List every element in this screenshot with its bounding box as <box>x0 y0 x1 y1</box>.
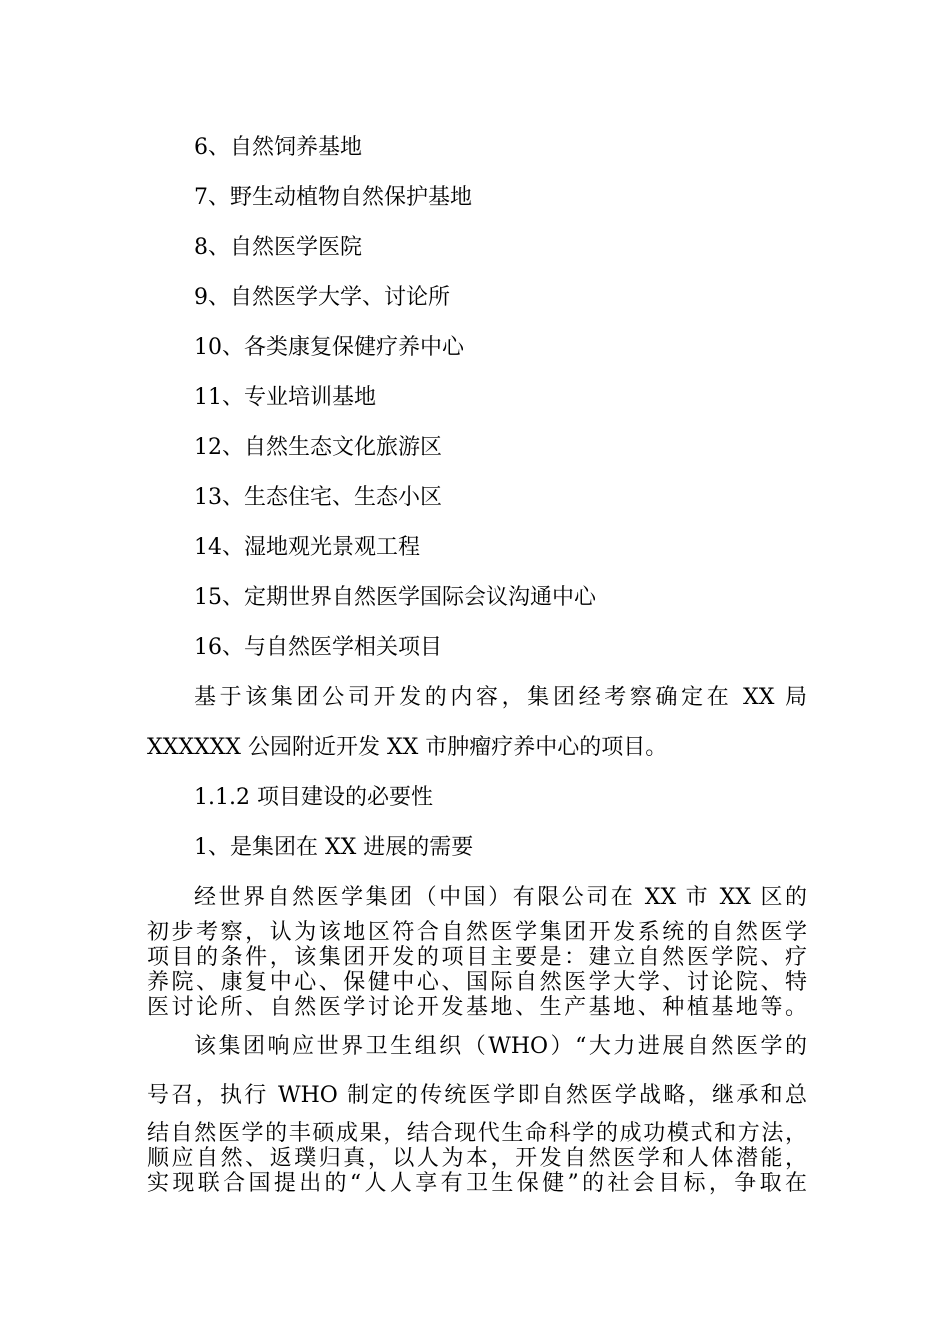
list-item: 8、自然医学医院 <box>194 235 362 260</box>
section-heading: 1.1.2 项目建设的必要性 <box>194 785 433 810</box>
paragraph-line: 结自然医学的丰硕成果，结合现代生命科学的成功模式和方法， <box>147 1121 807 1146</box>
list-item: 15、定期世界自然医学国际会议沟通中心 <box>194 585 596 610</box>
list-item: 16、与自然医学相关项目 <box>194 635 442 660</box>
subheading: 1、是集团在 XX 进展的需要 <box>194 835 474 860</box>
paragraph-line: 该集团响应世界卫生组织（WHO）“大力进展自然医学的 <box>194 1034 807 1059</box>
paragraph-line: 顺应自然、返璞归真，以人为本，开发自然医学和人体潜能， <box>147 1146 807 1171</box>
list-item: 11、专业培训基地 <box>194 385 376 410</box>
paragraph-line: XXXXXX 公园附近开发 XX 市肿瘤疗养中心的项目。 <box>147 735 668 760</box>
list-item: 13、生态住宅、生态小区 <box>194 485 442 510</box>
paragraph-line: 医讨论所、自然医学讨论开发基地、生产基地、种植基地等。 <box>147 995 807 1020</box>
paragraph-line: 经世界自然医学集团（中国）有限公司在 XX 市 XX 区的 <box>194 885 807 910</box>
list-item: 7、野生动植物自然保护基地 <box>194 185 472 210</box>
paragraph-line: 项目的条件，该集团开发的项目主要是：建立自然医学院、疗 <box>147 945 807 970</box>
list-item: 12、自然生态文化旅游区 <box>194 435 442 460</box>
list-item: 9、自然医学大学、讨论所 <box>194 285 450 310</box>
list-item: 14、湿地观光景观工程 <box>194 535 420 560</box>
list-item: 10、各类康复保健疗养中心 <box>194 335 464 360</box>
paragraph-line: 基于该集团公司开发的内容，集团经考察确定在 XX 局 <box>194 685 807 710</box>
paragraph-line: 实现联合国提出的“人人享有卫生保健”的社会目标，争取在 <box>147 1171 807 1196</box>
paragraph-line: 号召，执行 WHO 制定的传统医学即自然医学战略，继承和总 <box>147 1083 807 1108</box>
list-item: 6、自然饲养基地 <box>194 135 362 160</box>
paragraph-line: 初步考察，认为该地区符合自然医学集团开发系统的自然医学 <box>147 920 807 945</box>
paragraph-line: 养院、康复中心、保健中心、国际自然医学大学、讨论院、特 <box>147 970 807 995</box>
